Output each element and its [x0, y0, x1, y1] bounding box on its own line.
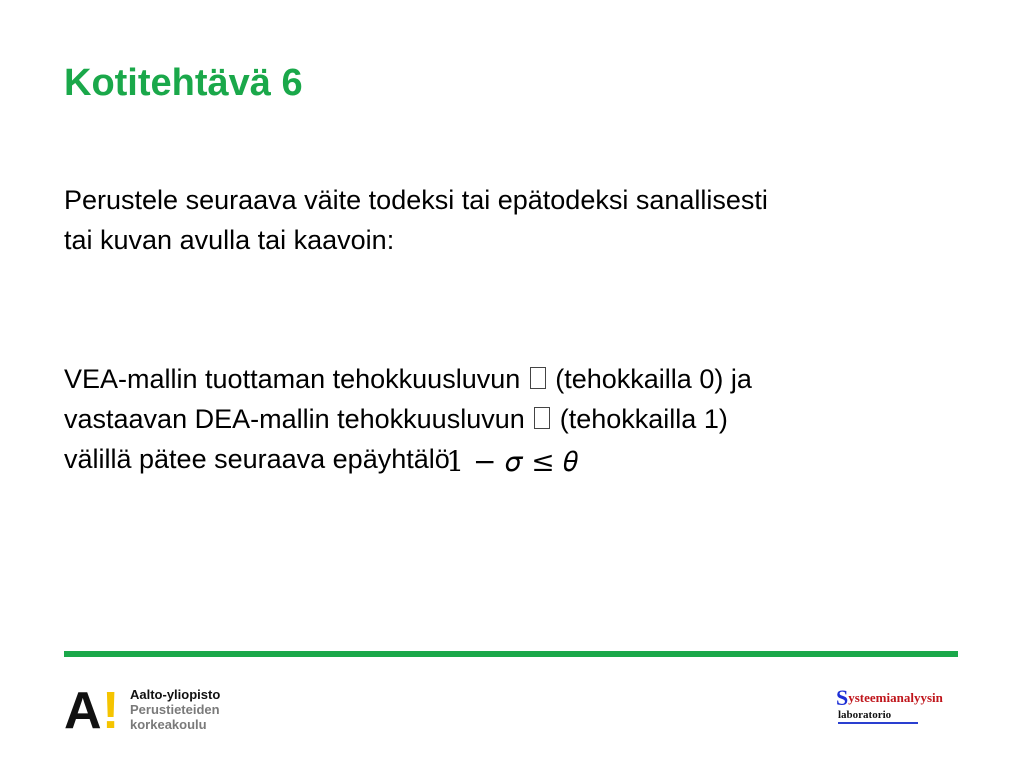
slide-title: Kotitehtävä 6 — [64, 62, 303, 104]
claim-line1-start: VEA-mallin tuottaman tehokkuusluvun — [64, 364, 528, 394]
missing-symbol-icon — [534, 407, 550, 429]
claim-line2-end: (tehokkailla 1) — [552, 404, 728, 434]
missing-symbol-icon — [530, 367, 546, 389]
aalto-name: Aalto-yliopisto — [130, 687, 221, 702]
instruction-paragraph: Perustele seuraava väite todeksi tai epätodeksi sanallisesti tai kuvan avulla tai kaavoin: — [64, 185, 768, 255]
inequality-formula: 1 − 𝜎 ≤ 𝜃 — [446, 445, 578, 478]
footer-divider — [64, 651, 958, 657]
lab-name-line2: laboratorio — [838, 709, 892, 721]
aalto-university-logo — [64, 687, 220, 731]
lab-initial: S — [836, 685, 849, 710]
systems-analysis-lab-logo — [836, 685, 962, 726]
lab-underline — [838, 722, 918, 724]
aalto-logo-text — [130, 687, 220, 732]
aalto-mark-svg — [64, 687, 122, 731]
claim-line2-start: vastaavan DEA-mallin tehokkuusluvun — [64, 404, 533, 434]
aalto-mark-excl: ! — [102, 687, 120, 731]
claim-line3: välillä pätee seuraava epäyhtälö — [64, 444, 450, 474]
aalto-school-line1: Perustieteiden — [130, 702, 220, 717]
aalto-mark-icon — [64, 687, 122, 731]
lab-name-rest: ysteemianalyysin — [848, 690, 943, 705]
aalto-mark-letter: A — [64, 687, 102, 731]
aalto-school-line2: korkeakoulu — [130, 717, 207, 732]
claim-line1-end: (tehokkailla 0) ja — [547, 364, 752, 394]
lab-name-line1 — [836, 685, 943, 710]
